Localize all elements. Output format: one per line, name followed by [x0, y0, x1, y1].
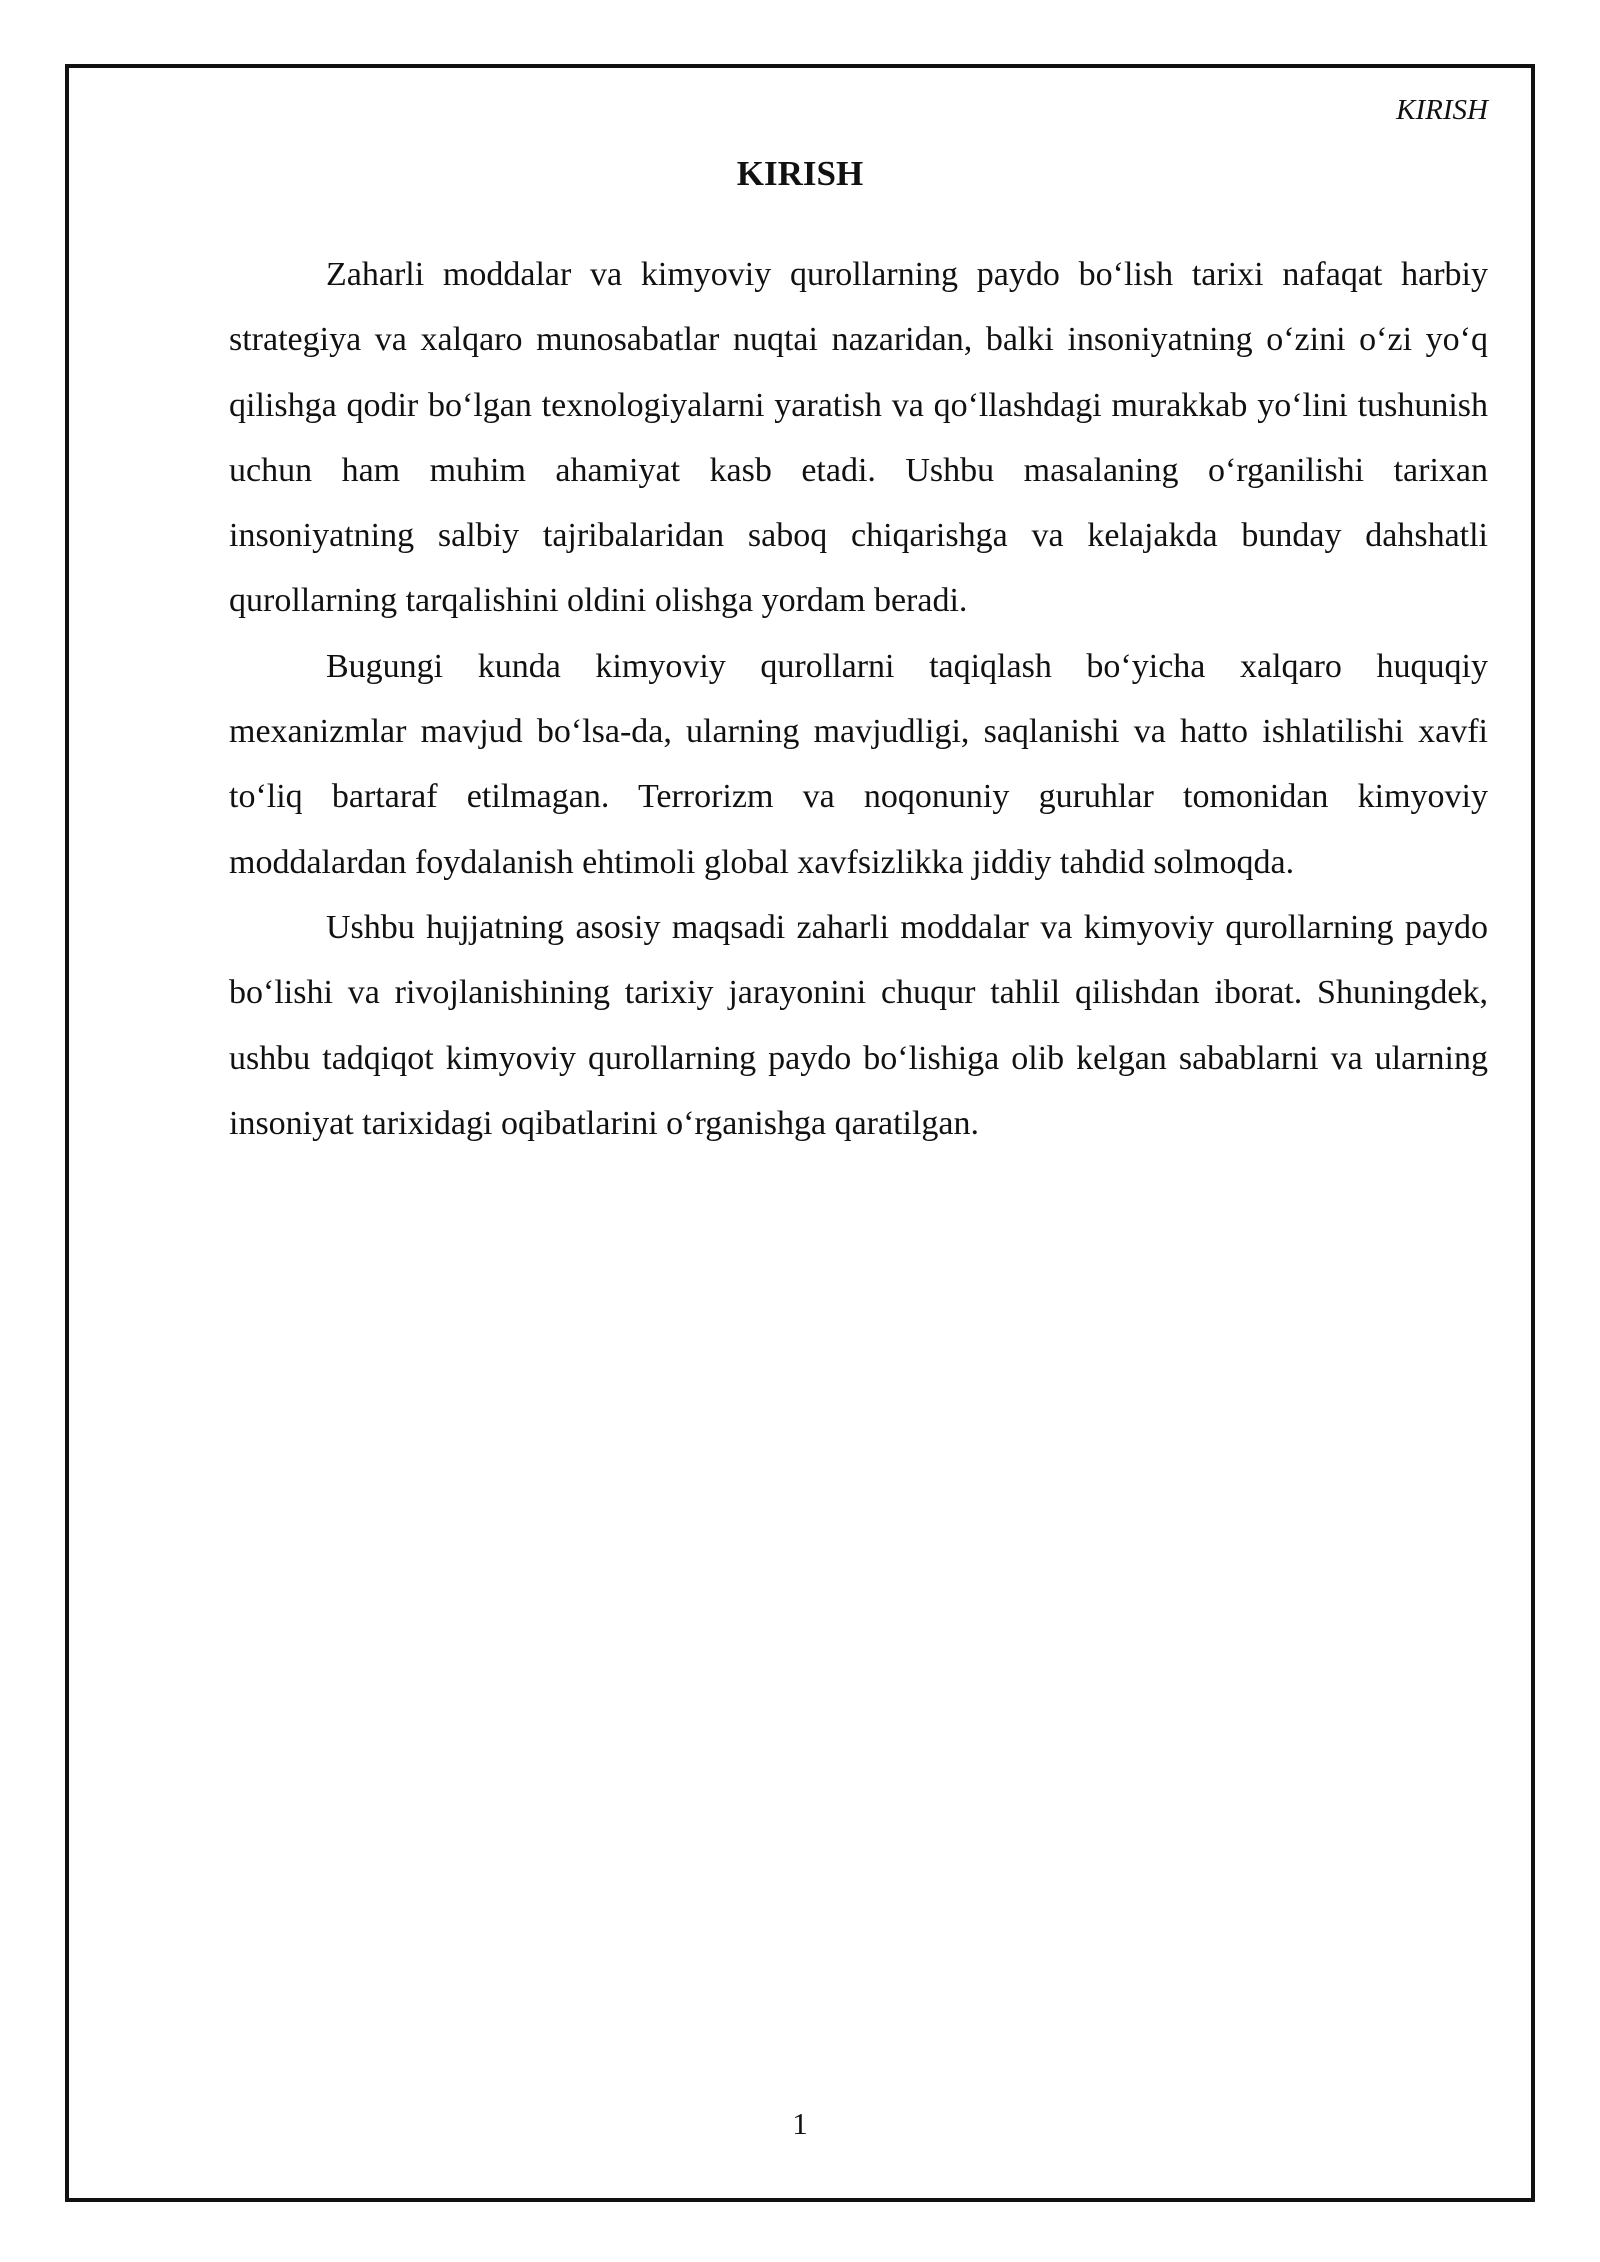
paragraph-1: Zaharli moddalar va kimyoviy qurollarning paydo boʻlish tarixi nafaqat harbiy strategiya va xalqaro munosabatlar nuqtai nazaridan, balki insoniyatning oʻzini oʻzi yoʻq qilishga qodir boʻlgan texnologiyalarni yaratish va qoʻllashdagi murakkab yoʻlini tushunish uchun ham muhim ahamiyat kasb etadi. Ushbu masalaning oʻrganilishi tarixan insoniyatning salbiy tajribalaridan saboq chiqarishga va kelajakda bunday dahshatli qurollarning tarqalishini oldini olishga yordam beradi. [229, 256, 1488, 620]
page-number: 1 [792, 2106, 808, 2141]
paragraph-3: Ushbu hujjatning asosiy maqsadi zaharli moddalar va kimyoviy qurollarning paydo boʻlishi va rivojlanishining tarixiy jarayonini chuqur tahlil qilishdan iborat. Shuningdek, ushbu tadqiqot kimyoviy qurollarning paydo boʻlishiga olib kelgan sabablarni va ularning insoniyat tarixidagi oqibatlarini oʻrganishga qaratilgan. [229, 908, 1488, 1142]
paragraph-2: Bugungi kunda kimyoviy qurollarni taqiqlash boʻyicha xalqaro huquqiy mexanizmlar mavjud boʻlsa-da, ularning mavjudligi, saqlanishi va hatto ishlatilishi xavfi toʻliq bartaraf etilmagan. Terrorizm va noqonuniy guruhlar tomonidan kimyoviy moddalardan foydalanish ehtimoli global xavfsizlikka jiddiy tahdid solmoqda. [229, 647, 1488, 881]
document-body [229, 242, 1488, 1156]
document-title: KIRISH [736, 154, 864, 193]
running-header: KIRISH [1396, 94, 1488, 126]
